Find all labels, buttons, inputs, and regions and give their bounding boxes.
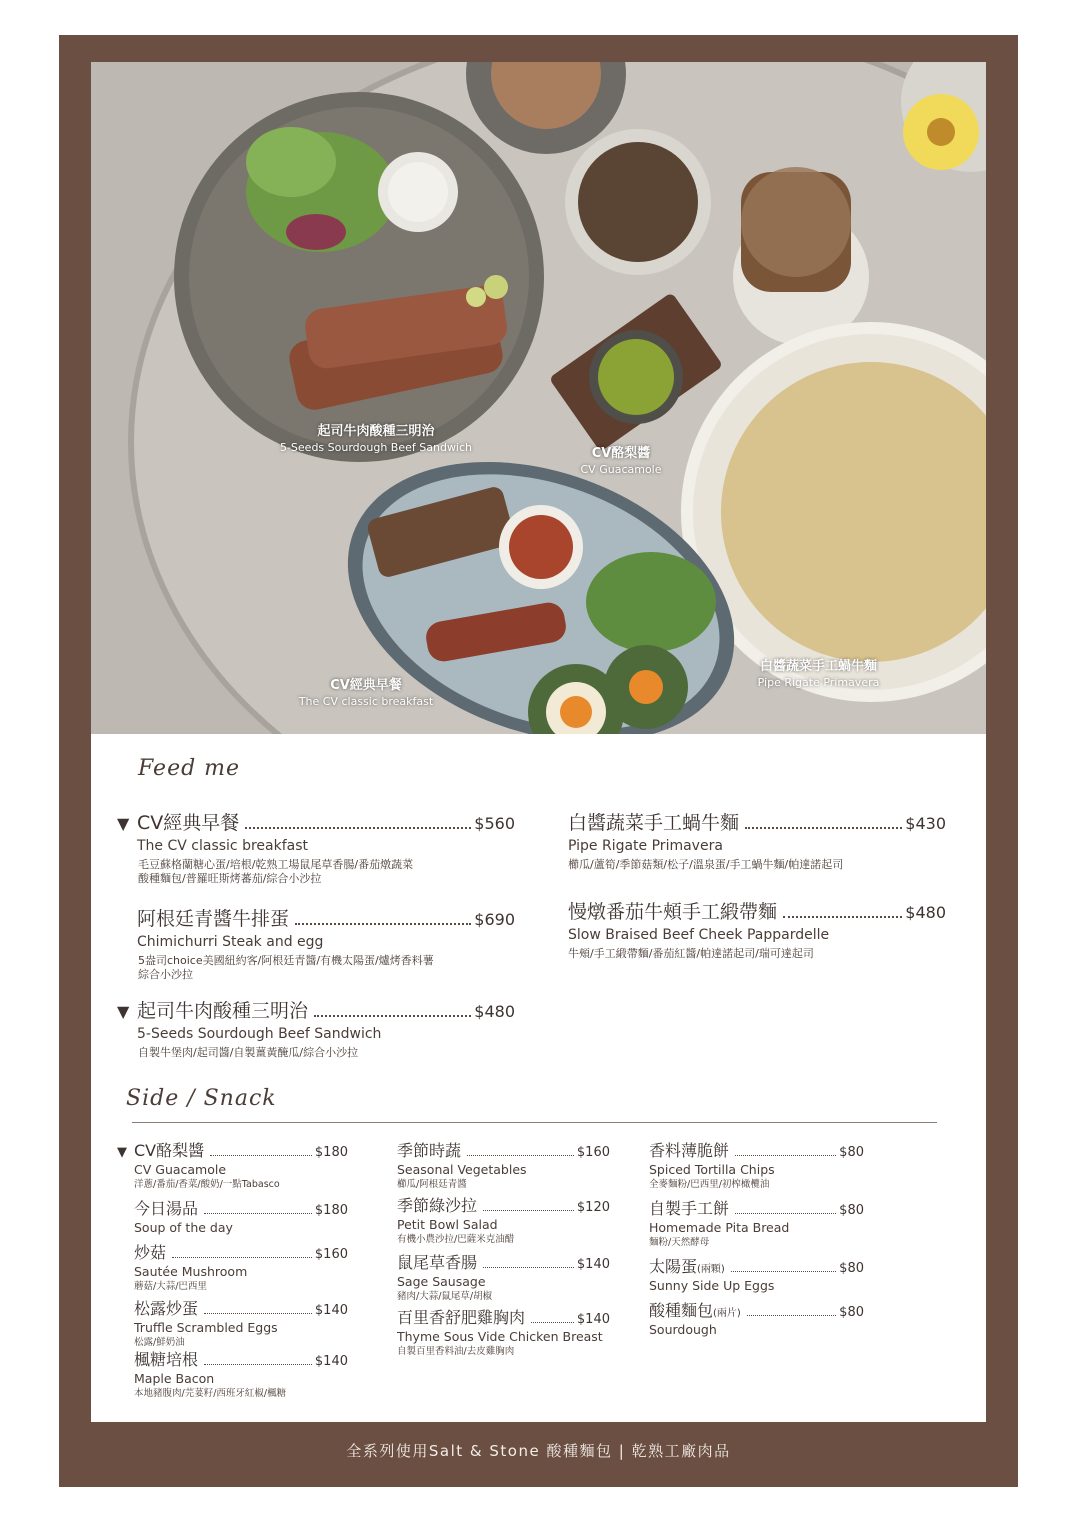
leader-dots <box>295 923 471 925</box>
item-english: Homemade Pita Bread <box>649 1220 790 1235</box>
caption-zh: CV經典早餐 <box>330 678 402 693</box>
item-price: $80 <box>839 1145 864 1160</box>
item-description: 洋蔥/番茄/香菜/酸奶/一點Tabasco <box>134 1179 280 1190</box>
desc-line: 櫛瓜/蘆筍/季節菇類/松子/溫泉蛋/手工蝸牛麵/帕達諾起司 <box>568 858 844 871</box>
menu-item <box>117 808 515 886</box>
leader-dots <box>172 1257 312 1258</box>
item-name: 楓糖培根 <box>134 1350 199 1369</box>
caption-guacamole <box>561 442 681 476</box>
side-item <box>134 1347 348 1399</box>
side-item <box>134 1196 348 1235</box>
item-description <box>568 947 946 961</box>
item-english: Sage Sausage <box>397 1274 486 1289</box>
item-name: 起司牛肉酸種三明治 <box>137 1000 309 1022</box>
item-price: $140 <box>314 1303 348 1318</box>
menu-item <box>568 808 946 872</box>
food-photo <box>91 62 986 734</box>
item-quantity-note: (兩顆) <box>697 1264 725 1275</box>
leader-dots <box>735 1155 836 1156</box>
menu-item <box>568 897 946 961</box>
leader-dots <box>747 1315 836 1316</box>
side-item <box>397 1193 610 1245</box>
leader-dots <box>735 1213 836 1214</box>
item-english: Sourdough <box>649 1322 717 1337</box>
item-english: Sunny Side Up Eggs <box>649 1278 775 1293</box>
desc-line: 牛頰/手工緞帶麵/番茄紅醬/帕達諾起司/瑞可達起司 <box>568 947 814 960</box>
item-description: 櫛瓜/阿根廷青醬 <box>397 1179 467 1190</box>
desc-line: 5盎司choice美國紐約客/阿根廷青醬/有機太陽蛋/爐烤香料薯 <box>138 954 434 967</box>
side-item <box>134 1296 348 1348</box>
side-item <box>649 1196 864 1248</box>
caption-beef-sandwich <box>251 420 501 454</box>
item-price: $120 <box>576 1200 610 1215</box>
caption-zh: 白醬蔬菜手工蝸牛麵 <box>759 659 877 674</box>
caption-en: Pipe Rigate Primavera <box>757 676 880 689</box>
item-price: $140 <box>576 1257 610 1272</box>
item-description: 自製百里香料油/去皮雞胸肉 <box>397 1346 515 1357</box>
item-english: Sautée Mushroom <box>134 1264 248 1279</box>
leader-dots <box>204 1313 312 1314</box>
item-name: 今日湯品 <box>134 1199 199 1218</box>
item-description <box>117 1046 515 1060</box>
item-price: $80 <box>839 1305 864 1320</box>
caption-zh: 起司牛肉酸種三明治 <box>317 424 435 439</box>
section-divider <box>132 1122 937 1123</box>
side-item <box>397 1250 610 1302</box>
item-description: 本地豬腹肉/芫荽籽/西班牙紅椒/楓糖 <box>134 1388 287 1399</box>
highlight-marker: ▼ <box>117 1145 127 1160</box>
item-description: 松露/鮮奶油 <box>134 1337 185 1348</box>
leader-dots <box>531 1322 574 1323</box>
side-item <box>397 1138 610 1190</box>
item-description <box>568 858 946 872</box>
item-name: CV酪梨醬 <box>134 1141 205 1160</box>
side-item <box>649 1298 864 1337</box>
item-name: 松露炒蛋 <box>134 1299 199 1318</box>
item-description <box>117 858 515 886</box>
item-english: CV Guacamole <box>134 1162 227 1177</box>
item-description: 豬肉/大蒜/鼠尾草/胡椒 <box>397 1291 493 1302</box>
item-price: $480 <box>905 903 946 922</box>
leader-dots <box>204 1364 312 1365</box>
item-price: $140 <box>576 1312 610 1327</box>
food-photo-illustration <box>91 62 986 734</box>
item-name: 百里香舒肥雞胸肉 <box>397 1308 526 1327</box>
item-price: $180 <box>314 1145 348 1160</box>
feed-me-heading: Feed me <box>138 756 241 781</box>
item-english: 5-Seeds Sourdough Beef Sandwich <box>137 1026 382 1042</box>
caption-pipe-rigate <box>731 655 906 689</box>
footer-note: 全系列使用Salt & Stone 酸種麵包 | 乾熟工廠肉品 <box>346 1442 731 1460</box>
side-item <box>649 1138 864 1190</box>
highlight-marker: ▼ <box>117 1002 130 1021</box>
item-price: $80 <box>839 1203 864 1218</box>
item-name: 慢燉番茄牛頰手工緞帶麵 <box>568 901 778 923</box>
item-name: 阿根廷青醬牛排蛋 <box>137 908 290 930</box>
item-quantity-note: (兩片) <box>713 1308 741 1319</box>
item-english: The CV classic breakfast <box>137 838 309 854</box>
item-english: Slow Braised Beef Cheek Pappardelle <box>568 927 830 943</box>
leader-dots <box>731 1271 836 1272</box>
item-english: Chimichurri Steak and egg <box>137 934 324 950</box>
leader-dots <box>483 1267 574 1268</box>
item-description: 有機小農沙拉/巴薩米克油醋 <box>397 1234 515 1245</box>
leader-dots <box>204 1213 312 1214</box>
leader-dots <box>467 1155 574 1156</box>
menu-item <box>117 996 515 1060</box>
item-english: Seasonal Vegetables <box>397 1162 527 1177</box>
item-price: $690 <box>474 910 515 929</box>
leader-dots <box>314 1015 471 1017</box>
item-name: 炒菇 <box>134 1243 167 1262</box>
menu-item <box>117 904 515 982</box>
item-price: $180 <box>314 1203 348 1218</box>
caption-classic-breakfast <box>281 674 451 708</box>
side-item <box>649 1254 864 1293</box>
side-item <box>397 1305 610 1357</box>
leader-dots <box>783 916 902 918</box>
desc-line: 綜合小沙拉 <box>138 968 193 981</box>
item-english: Petit Bowl Salad <box>397 1217 498 1232</box>
item-description: 麵粉/天然酵母 <box>649 1237 710 1248</box>
item-description: 全麥麵粉/巴西里/初榨橄欖油 <box>649 1179 770 1190</box>
highlight-marker: ▼ <box>117 814 130 833</box>
leader-dots <box>245 827 471 829</box>
item-price: $480 <box>474 1002 515 1021</box>
item-price: $160 <box>314 1247 348 1262</box>
item-name: 鼠尾草香腸 <box>397 1253 478 1272</box>
item-name: 季節時蔬 <box>397 1141 462 1160</box>
side-item <box>117 1138 348 1190</box>
item-english: Truffle Scrambled Eggs <box>134 1320 278 1335</box>
item-english: Maple Bacon <box>134 1371 215 1386</box>
leader-dots <box>210 1155 312 1156</box>
desc-line: 酸種麵包/普羅旺斯烤蕃茄/綜合小沙拉 <box>138 872 322 885</box>
caption-en: CV Guacamole <box>580 463 662 476</box>
item-name: 季節綠沙拉 <box>397 1196 478 1215</box>
item-english: Soup of the day <box>134 1220 233 1235</box>
item-price: $140 <box>314 1354 348 1369</box>
item-name: CV經典早餐 <box>137 812 240 834</box>
leader-dots <box>745 827 902 829</box>
side-snack-heading: Side / Snack <box>126 1086 277 1111</box>
item-name: 白醬蔬菜手工蝸牛麵 <box>568 812 740 834</box>
caption-zh: CV酪梨醬 <box>591 446 651 461</box>
item-name: 太陽蛋 <box>649 1257 698 1276</box>
caption-en: 5-Seeds Sourdough Beef Sandwich <box>279 441 473 454</box>
item-name: 酸種麵包 <box>649 1301 714 1320</box>
item-english: Pipe Rigate Primavera <box>568 838 723 854</box>
item-name: 自製手工餅 <box>649 1199 730 1218</box>
caption-en: The CV classic breakfast <box>298 695 434 708</box>
desc-line: 毛豆蘇格蘭糖心蛋/培根/乾熟工場鼠尾草香腸/番茄燉蔬菜 <box>138 858 414 871</box>
item-description <box>117 954 515 982</box>
item-english: Spiced Tortilla Chips <box>649 1162 775 1177</box>
desc-line: 自製牛堡肉/起司醬/自製薑黃醃瓜/綜合小沙拉 <box>138 1046 359 1059</box>
item-english: Thyme Sous Vide Chicken Breast <box>397 1329 603 1344</box>
item-price: $560 <box>474 814 515 833</box>
item-description: 蘑菇/大蒜/巴西里 <box>134 1281 207 1292</box>
item-price: $430 <box>905 814 946 833</box>
item-name: 香料薄脆餅 <box>649 1141 730 1160</box>
leader-dots <box>483 1210 574 1211</box>
item-price: $160 <box>576 1145 610 1160</box>
item-price: $80 <box>839 1261 864 1276</box>
side-item <box>134 1240 348 1292</box>
